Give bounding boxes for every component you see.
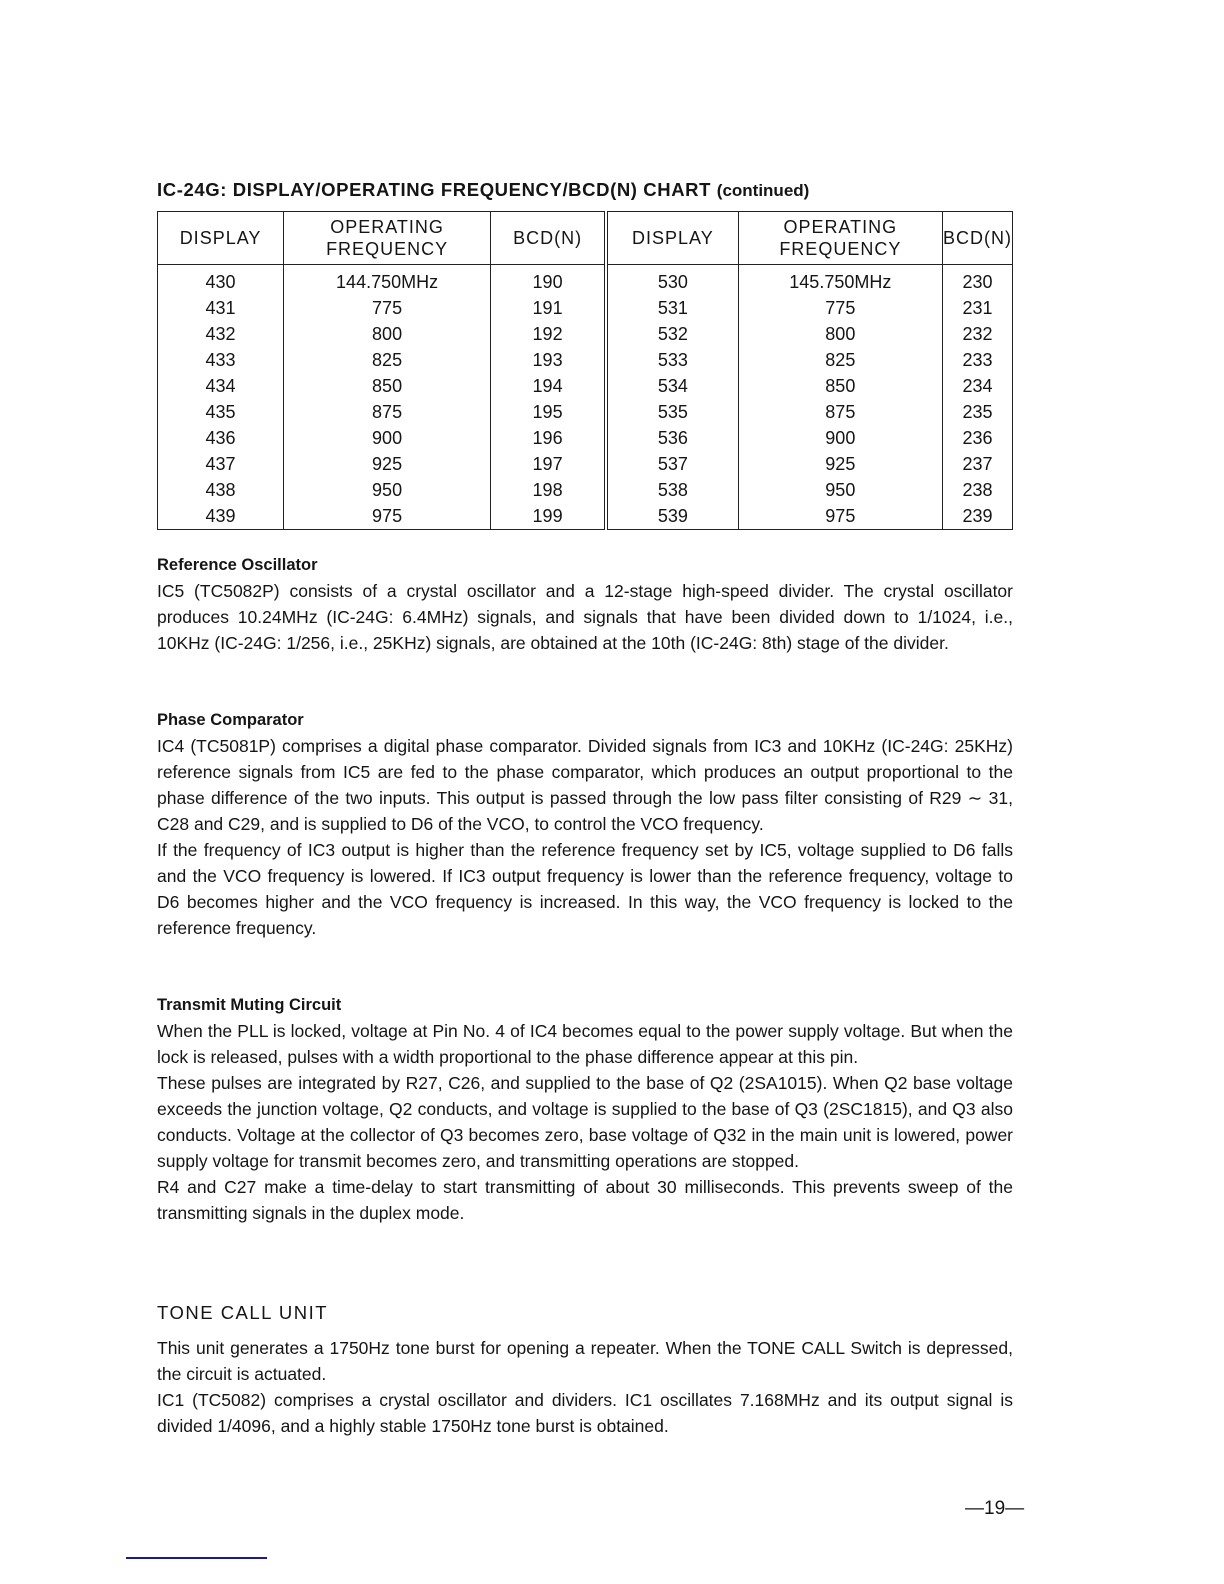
paragraph: IC1 (TC5082) comprises a crystal oscillator and dividers. IC1 oscillates 7.168MHz and its output signal is divided 1/4096, and a highly stable 1750Hz tone burst is obtained. [157,1390,1013,1436]
page-number: —19— [965,1498,1025,1519]
table-cell: 531 [606,295,738,321]
paragraph: These pulses are integrated by R27, C26, and supplied to the base of Q2 (2SA1015). When Q2 base voltage exceeds the junction voltage, Q2 conducts, and voltage is supplied to the base of Q3 (2SC1815), and Q3 also conducts. Voltage at the collector of Q3 becomes zero, base voltage of Q32 in the main unit is lowered, power supply voltage for transmit becomes zero, and transmitting operations are stopped. [157,1073,1013,1171]
section-transmit-muting [157,992,1013,1226]
table-cell: 975 [738,503,942,530]
table-header-row [158,212,1013,265]
section-heading: Transmit Muting Circuit [157,996,342,1014]
col-header: DISPLAY [606,212,738,265]
table-cell: 439 [158,503,284,530]
col-header: BCD(N) [943,212,1013,265]
col-header: BCD(N) [491,212,607,265]
table-cell: 800 [738,321,942,347]
table-cell: 433 [158,347,284,373]
chart-title [157,179,809,201]
table-cell: 536 [606,425,738,451]
table-cell: 825 [738,347,942,373]
table-cell: 825 [284,347,491,373]
table-row [158,425,1013,451]
table-cell: 975 [284,503,491,530]
section-heading: TONE CALL UNIT [157,1302,329,1323]
chart-title-text: IC-24G: DISPLAY/OPERATING FREQUENCY/BCD(N) CHART [157,179,712,200]
table-cell: 875 [738,399,942,425]
table-cell: 430 [158,265,284,296]
paragraph: IC5 (TC5082P) consists of a crystal oscillator and a 12-stage high-speed divider. The crystal oscillator produces 10.24MHz (IC-24G: 6.4MHz) signals, and signals that have been divided down to 1/1024, i.e., 10KHz (IC-24G: 1/256, i.e., 25KHz) signals, are obtained at the 10th (IC-24G: 8th) stage of the divider. [157,581,1013,653]
table-cell: 800 [284,321,491,347]
paragraph: R4 and C27 make a time-delay to start transmitting of about 30 milliseconds. This prevents sweep of the transmitting signals in the duplex mode. [157,1177,1013,1223]
chart-title-suffix: (continued) [716,181,810,200]
table-cell: 431 [158,295,284,321]
table-cell: 532 [606,321,738,347]
table-cell: 434 [158,373,284,399]
table-cell: 535 [606,399,738,425]
table-cell: 900 [284,425,491,451]
table-cell: 538 [606,477,738,503]
table-cell: 775 [284,295,491,321]
paragraph: When the PLL is locked, voltage at Pin No. 4 of IC4 becomes equal to the power supply voltage. But when the lock is released, pulses with a width proportional to the phase difference appear at this pin. [157,1021,1013,1067]
table-cell: 438 [158,477,284,503]
table-row [158,503,1013,530]
table-cell: 238 [943,477,1013,503]
table-cell: 145.750MHz [738,265,942,296]
table-cell: 234 [943,373,1013,399]
table-row [158,347,1013,373]
section-tone-call-unit [157,1300,1013,1439]
table-cell: 144.750MHz [284,265,491,296]
table-row [158,265,1013,296]
table-cell: 199 [491,503,607,530]
table-cell: 236 [943,425,1013,451]
table-cell: 196 [491,425,607,451]
col-header: DISPLAY [158,212,284,265]
col-header: OPERATING FREQUENCY [284,212,491,265]
table-cell: 239 [943,503,1013,530]
table-cell: 195 [491,399,607,425]
table-cell: 534 [606,373,738,399]
table-cell: 437 [158,451,284,477]
table-cell: 539 [606,503,738,530]
table-cell: 193 [491,347,607,373]
divider-line [126,1557,267,1559]
table-cell: 198 [491,477,607,503]
table-cell: 197 [491,451,607,477]
table-cell: 436 [158,425,284,451]
table-cell: 925 [738,451,942,477]
paragraph: If the frequency of IC3 output is higher than the reference frequency set by IC5, voltage supplied to D6 falls and the VCO frequency is lowered. If IC3 output frequency is lower than the reference frequency, voltage to D6 becomes higher and the VCO frequency is increased. In this way, the VCO frequency is locked to the reference frequency. [157,840,1013,938]
table-cell: 950 [284,477,491,503]
section-reference-oscillator [157,552,1013,656]
table-cell: 232 [943,321,1013,347]
table-cell: 435 [158,399,284,425]
table-cell: 900 [738,425,942,451]
table-cell: 432 [158,321,284,347]
table-row [158,321,1013,347]
table-cell: 233 [943,347,1013,373]
table-cell: 191 [491,295,607,321]
section-heading: Reference Oscillator [157,556,318,574]
table-cell: 925 [284,451,491,477]
col-header: OPERATING FREQUENCY [738,212,942,265]
table-cell: 537 [606,451,738,477]
table-cell: 850 [738,373,942,399]
paragraph: IC4 (TC5081P) comprises a digital phase comparator. Divided signals from IC3 and 10KHz (IC-24G: 25KHz) reference signals from IC5 are fed to the phase comparator, which produces an output proportional to the phase difference of the two inputs. This output is passed through the low pass filter consisting of R29 ∼ 31, C28 and C29, and is supplied to D6 of the VCO, to control the VCO frequency. [157,736,1013,834]
table-cell: 237 [943,451,1013,477]
table-row [158,451,1013,477]
table-row [158,373,1013,399]
table-cell: 194 [491,373,607,399]
section-phase-comparator [157,707,1013,941]
table-cell: 235 [943,399,1013,425]
table-cell: 230 [943,265,1013,296]
table-row [158,399,1013,425]
table-cell: 231 [943,295,1013,321]
section-heading: Phase Comparator [157,711,304,729]
table-cell: 775 [738,295,942,321]
table-row [158,295,1013,321]
table-cell: 192 [491,321,607,347]
paragraph: This unit generates a 1750Hz tone burst for opening a repeater. When the TONE CALL Switch is depressed, the circuit is actuated. [157,1338,1013,1384]
table-cell: 950 [738,477,942,503]
table-cell: 850 [284,373,491,399]
table-row [158,477,1013,503]
frequency-table [157,211,1013,530]
table-cell: 530 [606,265,738,296]
table-cell: 533 [606,347,738,373]
table-cell: 190 [491,265,607,296]
table-cell: 875 [284,399,491,425]
